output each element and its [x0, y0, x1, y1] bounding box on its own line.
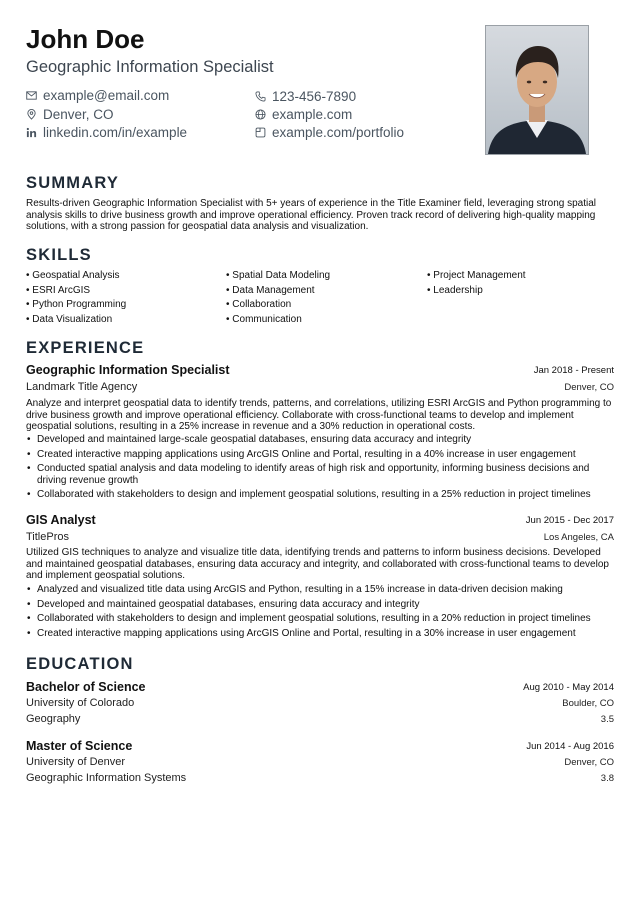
candidate-title: Geographic Information Specialist — [26, 58, 274, 76]
contact-website[interactable] — [255, 107, 352, 122]
phone-icon — [255, 91, 266, 102]
job-dates: Jan 2018 - Present — [533, 365, 614, 376]
email-text: example@email.com — [43, 88, 170, 103]
skill-item: • Data Visualization — [26, 314, 113, 325]
list-item: • Developed and maintained large-scale geospatial databases, ensuring data accuracy and integrity — [26, 434, 614, 446]
field-of-study: Geography — [26, 713, 81, 725]
portfolio-icon — [255, 127, 266, 138]
linkedin-text: linkedin.com/in/example — [43, 125, 188, 140]
school-location: Denver, CO — [564, 757, 614, 768]
contact-location — [26, 107, 114, 122]
gpa-value: 3.8 — [600, 773, 614, 784]
skill-item: • Communication — [226, 314, 302, 325]
skill-item: • Geospatial Analysis — [26, 270, 120, 281]
summary-text: Results-driven Geographic Information Specialist with 5+ years of experience in the Title Examiner field, leveraging strong spatial analysis skills to drive business growth and improve operational efficiency. Proven track record of delivering high-quality mapping solutions, with a strong passion for geospatial data analysis and visualization. — [26, 198, 597, 232]
gpa-value: 3.5 — [600, 714, 614, 725]
envelope-icon — [26, 90, 37, 101]
degree-name: Master of Science — [26, 739, 133, 753]
skill-item: • Data Management — [226, 285, 315, 296]
location-text: Denver, CO — [43, 107, 114, 122]
skill-item: • Collaboration — [226, 299, 292, 310]
job-description: Analyze and interpret geospatial data to identify trends, patterns, and correlations, utilizing ESRI ArcGIS and Python programming to drive business growth and improve operational efficiency. Collaborate with cross-functional teams to develop and implement geospatial solutions, resulting in a 25% increase in revenue and a 30% reduction in operational costs. — [26, 398, 612, 432]
school-name: University of Denver — [26, 756, 126, 768]
map-pin-icon — [26, 109, 37, 120]
job-description: Utilized GIS techniques to analyze and visualize title data, identifying trends and patterns to inform business decisions. Developed and maintained geospatial databases, ensuring data accuracy and integrity, and collaborated with cross-functional teams to develop and implement geospatial solutions. — [26, 547, 609, 581]
section-title-education: EDUCATION — [26, 655, 134, 673]
list-item: • Collaborated with stakeholders to design and implement geospatial solutions, resulting in a 20% reduction in project timelines — [26, 613, 614, 625]
skill-item: • Project Management — [427, 270, 526, 281]
degree-name: Bachelor of Science — [26, 680, 146, 694]
phone-text: 123-456-7890 — [272, 89, 357, 104]
job-location: Los Angeles, CA — [543, 532, 614, 543]
school-name: University of Colorado — [26, 697, 135, 709]
linkedin-icon — [26, 127, 37, 138]
job-role: GIS Analyst — [26, 513, 96, 527]
education-dates: Jun 2014 - Aug 2016 — [526, 741, 614, 752]
list-item: • Conducted spatial analysis and data modeling to identify areas of high risk and opportunity, informing business decisions and driving revenue growth — [26, 463, 614, 486]
job-role: Geographic Information Specialist — [26, 363, 230, 377]
field-of-study: Geographic Information Systems — [26, 772, 187, 784]
section-title-experience: EXPERIENCE — [26, 339, 145, 357]
contact-phone[interactable] — [255, 89, 356, 104]
profile-photo-image — [486, 26, 588, 154]
section-title-skills: SKILLS — [26, 246, 92, 264]
skill-item: • Spatial Data Modeling — [226, 270, 331, 281]
education-dates: Aug 2010 - May 2014 — [523, 682, 614, 693]
website-text: example.com — [272, 107, 353, 122]
job-location: Denver, CO — [564, 382, 614, 393]
contact-email[interactable] — [26, 88, 169, 103]
school-location: Boulder, CO — [562, 698, 614, 709]
list-item: • Collaborated with stakeholders to design and implement geospatial solutions, resulting in a 25% reduction in project timelines — [26, 489, 614, 501]
job-bullets — [26, 584, 614, 639]
portfolio-text: example.com/portfolio — [272, 125, 405, 140]
job-company: Landmark Title Agency — [26, 381, 138, 393]
contact-portfolio[interactable] — [255, 125, 404, 140]
section-title-summary: SUMMARY — [26, 174, 120, 192]
list-item: • Created interactive mapping applications using ArcGIS Online and Portal, resulting in a 40% increase in user engagement — [26, 449, 614, 461]
skill-item: • ESRI ArcGIS — [26, 285, 91, 296]
skill-item: • Python Programming — [26, 299, 127, 310]
candidate-name: John Doe — [26, 24, 145, 54]
list-item: • Created interactive mapping applications using ArcGIS Online and Portal, resulting in a 30% increase in user engagement — [26, 628, 614, 640]
list-item: • Analyzed and visualized title data using ArcGIS and Python, resulting in a 15% increase in data-driven decision making — [26, 584, 614, 596]
globe-icon — [255, 109, 266, 120]
job-dates: Jun 2015 - Dec 2017 — [525, 515, 614, 526]
list-item: • Developed and maintained geospatial databases, ensuring data accuracy and integrity — [26, 599, 614, 611]
job-bullets — [26, 434, 614, 501]
job-company: TitlePros — [26, 531, 69, 543]
profile-photo — [485, 25, 589, 155]
contact-linkedin[interactable] — [26, 125, 187, 140]
skill-item: • Leadership — [427, 285, 483, 296]
